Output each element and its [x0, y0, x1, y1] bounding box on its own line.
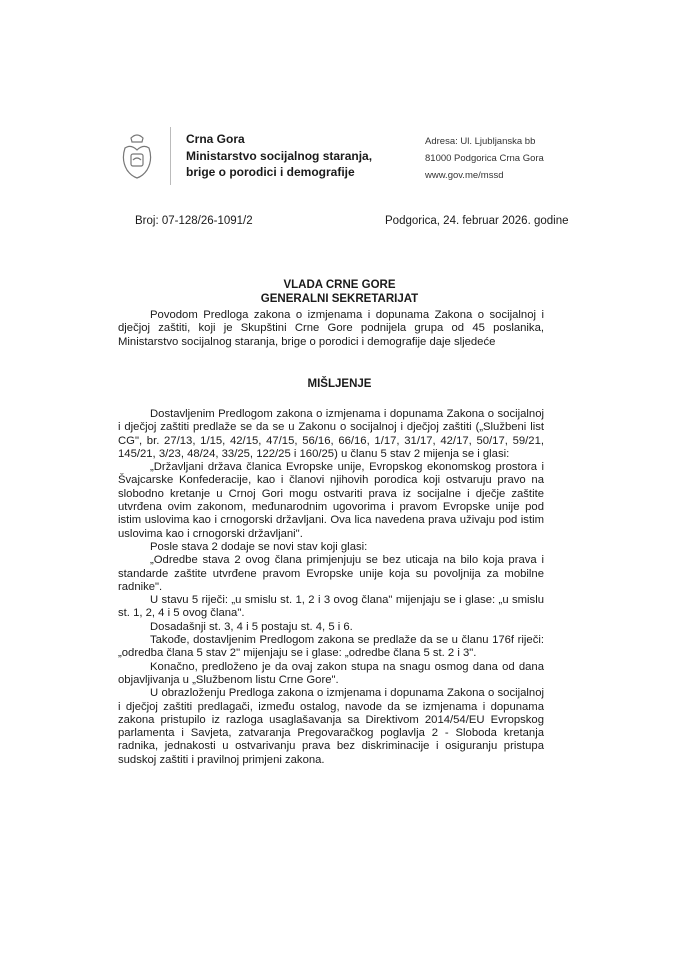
- org-line: Ministarstvo socijalnog staranja,: [186, 148, 373, 163]
- paragraph: „Odredbe stava 2 ovog člana primjenjuju se bez uticaja na bilo koja prava i standarde zaštite utvrđene pravom Evropske unije koja su povoljnija za mobilne radnike".: [118, 554, 544, 593]
- section-heading: MIŠLJENJE: [307, 378, 372, 390]
- paragraph: Takođe, dostavljenim Predlogom zakona se predlaže da se u članu 176f riječi: „odredba člana 5 stav 2" mijenjaju se i glase: „odredbe člana 5 st. 2 i 3".: [118, 634, 544, 660]
- paragraph: „Državljani država članica Evropske unije, Evropskog ekonomskog prostora i Švajcarske Konfederacije, kao i članovi njihovih porodica koji ostvaruju pravo na slobodno kretanje u Crnoj Gori mogu ostvariti prava iz socijalne i dječje zaštite utvrđena ovim zakonom, međunarodnim ugovorima i pravom Evropske unije pod istim uslovima kao i crnogorski državljani. Ova lica navedena prava uživaju pod istim uslovima kao i crnogorski državljani".: [118, 461, 544, 540]
- paragraph: U stavu 5 riječi: „u smislu st. 1, 2 i 3 ovog člana" mijenjaju se i glase: „u smislu st. 1, 2, 4 i 5 ovog člana".: [118, 594, 544, 620]
- website-link: www.gov.me/mssd: [425, 170, 504, 181]
- coat-of-arms-logo: [117, 130, 157, 182]
- header-divider: [170, 127, 171, 185]
- reference-number: Broj: 07-128/26-1091/2: [135, 215, 253, 227]
- paragraph: Konačno, predloženo je da ovaj zakon stupa na snagu osmog dana od dana objavljivanja u „Službenom listu Crne Gore".: [118, 660, 544, 686]
- recipient-line: VLADA CRNE GORE: [283, 279, 396, 291]
- paragraph: Posle stava 2 dodaje se novi stav koji glasi:: [150, 540, 368, 553]
- org-line: Crna Gora: [186, 132, 245, 146]
- paragraph: Dostavljenim Predlogom zakona o izmjenama i dopunama Zakona o socijalnoj i dječjoj zaštiti predlaže se da se u Zakonu o socijalnoj i dječjoj zaštiti („Službeni list CG", br. 27/13, 1/15, 42/15, 47/15, 56/16, 66/16, 1/17, 31/17, 42/17, 50/17, 59/21, 145/21, 3/23, 48/24, 33/25, 122/25 i 160/25) u članu 5 stav 2 mijenja se i glasi:: [118, 408, 544, 460]
- org-line: brige o porodici i demografije: [186, 165, 355, 179]
- address-line: 81000 Podgorica Crna Gora: [425, 153, 544, 164]
- paragraph: Povodom Predloga zakona o izmjenama i dopunama Zakona o socijalnoj i dječjoj zaštiti, koji je Skupštini Crne Gore podnijela grupa od 45 poslanika, Ministarstvo socijalnog staranja, brige o porodici i demografije daje sljedeće: [118, 309, 544, 348]
- paragraph: U obrazloženju Predloga zakona o izmjenama i dopunama Zakona o socijalnoj i dječjoj zaštiti predlagači, između ostalog, navode da se izmjenama i dopunama zakona pristupilo iz razloga usaglašavanja sa Direktivom 2014/54/EU Evropskog parlamenta i Savjeta, zatvaranja Pregovaračkog poglavlja 2 - Sloboda kretanja radnika, jednakosti u ostvarivanju prava bez diskriminacije i osiguranju pristupa sudskoj zaštiti i pravilnoj primjeni zakona.: [118, 687, 544, 766]
- place-date: Podgorica, 24. februar 2026. godine: [385, 215, 569, 227]
- recipient-line: GENERALNI SEKRETARIJAT: [260, 293, 419, 305]
- organization-name: [186, 131, 372, 181]
- address-block: [425, 133, 544, 184]
- document-body: [118, 408, 544, 767]
- paragraph: Dosadašnji st. 3, 4 i 5 postaju st. 4, 5 i 6.: [150, 620, 353, 633]
- intro-paragraph: [118, 309, 544, 349]
- recipient: [0, 278, 679, 306]
- address-line: Adresa: Ul. Ljubljanska bb: [425, 136, 536, 147]
